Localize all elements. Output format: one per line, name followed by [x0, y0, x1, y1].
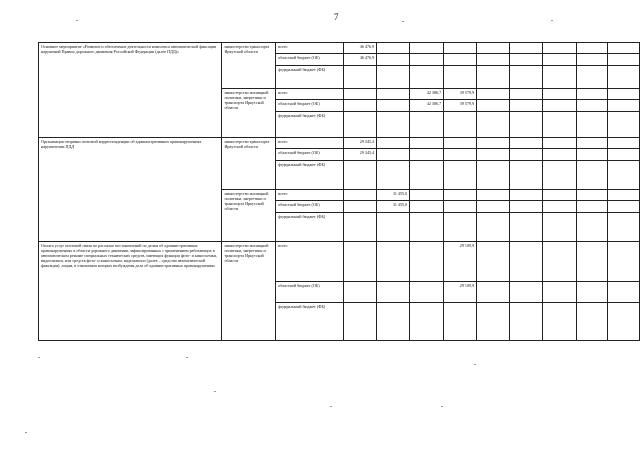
value-cell — [477, 303, 510, 341]
value-cell — [410, 43, 444, 54]
source-cell: областной бюджет (ОБ) — [276, 54, 344, 66]
source-cell: федеральный бюджет (ФБ) — [276, 66, 344, 89]
value-cell — [576, 242, 608, 282]
value-cell — [509, 138, 543, 149]
value-cell: 31 455,0 — [377, 190, 410, 201]
scan-speck — [25, 432, 27, 433]
value-cell — [477, 66, 510, 89]
scan-speck — [76, 20, 78, 21]
executor-cell: министерство жилищной политики, энергетики и транспорта Иркутской области — [222, 190, 276, 242]
scan-speck — [38, 357, 40, 358]
value-cell — [543, 161, 577, 190]
source-cell: всего — [276, 89, 344, 100]
budget-table — [38, 42, 640, 341]
value-cell — [608, 190, 640, 201]
table-row — [39, 242, 640, 282]
value-cell — [543, 303, 577, 341]
value-cell — [543, 242, 577, 282]
value-cell — [608, 161, 640, 190]
value-cell — [344, 213, 377, 242]
measure-cell: Оплата услуг почтовой связи по рассылке постановлений по делам об административных правонарушениях в области дорожного движения, зафиксированных с применением работающих в автоматическом режиме специальных технических средств, имеющих функции фото- и киносъемки, видеозаписи, или средств фото- и киносъемки, видеозаписи (далее – средства автоматической фиксации), лицам, в отношении которых возбуждены дела об административных правонарушениях — [39, 242, 222, 341]
value-cell — [410, 201, 444, 213]
value-cell — [608, 213, 640, 242]
source-cell: федеральный бюджет (ФБ) — [276, 213, 344, 242]
measure-cell: Организация отправки почтовой корреспонденции об административных правонарушениях нарушителям ПДД — [39, 138, 222, 242]
executor-cell: министерство жилищной политики, энергетики и транспорта Иркутской области — [222, 89, 276, 138]
value-cell — [608, 138, 640, 149]
value-cell — [477, 43, 510, 54]
value-cell — [608, 89, 640, 100]
scan-speck — [330, 406, 332, 407]
source-cell: областной бюджет (ОБ) — [276, 149, 344, 161]
value-cell — [509, 43, 543, 54]
value-cell — [509, 112, 543, 138]
value-cell: 29 109,9 — [444, 282, 477, 303]
value-cell — [509, 201, 543, 213]
value-cell — [509, 282, 543, 303]
value-cell — [444, 161, 477, 190]
value-cell — [576, 89, 608, 100]
value-cell — [444, 112, 477, 138]
scan-speck — [441, 406, 443, 407]
value-cell — [477, 242, 510, 282]
value-cell — [410, 149, 444, 161]
value-cell — [576, 213, 608, 242]
value-cell — [576, 112, 608, 138]
value-cell — [377, 149, 410, 161]
value-cell — [509, 66, 543, 89]
value-cell — [377, 213, 410, 242]
value-cell — [444, 138, 477, 149]
value-cell: 31 455,0 — [377, 201, 410, 213]
source-cell: областной бюджет (ОБ) — [276, 100, 344, 112]
value-cell — [410, 213, 444, 242]
scan-speck — [402, 21, 404, 22]
source-cell: областной бюджет (ОБ) — [276, 282, 344, 303]
source-cell: федеральный бюджет (ФБ) — [276, 161, 344, 190]
value-cell — [509, 161, 543, 190]
value-cell — [477, 54, 510, 66]
value-cell — [344, 112, 377, 138]
value-cell — [377, 303, 410, 341]
value-cell: 46 476,9 — [344, 43, 377, 54]
value-cell — [509, 100, 543, 112]
value-cell — [444, 303, 477, 341]
value-cell — [410, 112, 444, 138]
measure-cell: Основное мероприятие «Развитие и обеспечение деятельности комплекса автоматической фиксации нарушений Правил дорожного движения Российской Федерации (далее ПДД)» — [39, 43, 222, 138]
value-cell — [444, 201, 477, 213]
value-cell: 46 476,9 — [344, 54, 377, 66]
value-cell: 39 579,9 — [444, 89, 477, 100]
value-cell — [444, 190, 477, 201]
value-cell: 42 386,7 — [410, 100, 444, 112]
value-cell — [344, 201, 377, 213]
value-cell — [477, 190, 510, 201]
value-cell — [543, 201, 577, 213]
value-cell — [444, 213, 477, 242]
value-cell — [608, 54, 640, 66]
value-cell — [608, 112, 640, 138]
value-cell — [477, 100, 510, 112]
executor-cell: министерство жилищной политики, энергетики и транспорта Иркутской области — [222, 242, 276, 341]
value-cell — [377, 100, 410, 112]
value-cell: 39 579,9 — [444, 100, 477, 112]
value-cell: 29 109,9 — [444, 242, 477, 282]
value-cell — [344, 190, 377, 201]
value-cell — [576, 100, 608, 112]
value-cell — [410, 282, 444, 303]
value-cell — [410, 303, 444, 341]
value-cell — [377, 161, 410, 190]
value-cell — [543, 89, 577, 100]
value-cell — [344, 100, 377, 112]
value-cell — [543, 54, 577, 66]
value-cell — [477, 149, 510, 161]
value-cell — [410, 242, 444, 282]
value-cell — [377, 242, 410, 282]
value-cell — [576, 303, 608, 341]
source-cell: федеральный бюджет (ФБ) — [276, 303, 344, 341]
executor-cell: министерство транспорта Иркутской области — [222, 43, 276, 89]
value-cell — [509, 89, 543, 100]
scan-speck — [186, 357, 188, 358]
value-cell — [477, 112, 510, 138]
value-cell — [543, 190, 577, 201]
value-cell — [377, 89, 410, 100]
value-cell — [377, 138, 410, 149]
value-cell — [377, 66, 410, 89]
value-cell — [410, 161, 444, 190]
value-cell — [477, 282, 510, 303]
value-cell — [410, 66, 444, 89]
value-cell — [477, 138, 510, 149]
value-cell — [509, 149, 543, 161]
value-cell — [377, 43, 410, 54]
table-row — [39, 138, 640, 149]
value-cell — [576, 282, 608, 303]
value-cell — [543, 149, 577, 161]
value-cell — [344, 66, 377, 89]
source-cell: областной бюджет (ОБ) — [276, 201, 344, 213]
page-number: 7 — [334, 12, 339, 22]
value-cell — [509, 242, 543, 282]
scan-speck — [214, 391, 216, 392]
value-cell: 29 345,4 — [344, 149, 377, 161]
value-cell — [509, 213, 543, 242]
scan-speck — [474, 364, 476, 365]
value-cell — [608, 149, 640, 161]
value-cell — [344, 242, 377, 282]
value-cell — [543, 112, 577, 138]
value-cell — [543, 43, 577, 54]
value-cell — [477, 201, 510, 213]
value-cell — [444, 54, 477, 66]
value-cell — [410, 138, 444, 149]
value-cell — [576, 161, 608, 190]
value-cell — [444, 43, 477, 54]
scan-speck — [551, 20, 553, 21]
table-row — [39, 43, 640, 54]
value-cell — [377, 282, 410, 303]
source-cell: всего — [276, 190, 344, 201]
value-cell — [608, 201, 640, 213]
value-cell — [444, 149, 477, 161]
value-cell — [608, 43, 640, 54]
value-cell — [377, 54, 410, 66]
value-cell — [509, 190, 543, 201]
value-cell — [543, 213, 577, 242]
value-cell — [576, 190, 608, 201]
source-cell: всего — [276, 242, 344, 282]
source-cell: всего — [276, 138, 344, 149]
value-cell — [543, 282, 577, 303]
value-cell — [344, 282, 377, 303]
value-cell — [344, 89, 377, 100]
value-cell — [410, 190, 444, 201]
value-cell — [344, 161, 377, 190]
source-cell: всего — [276, 43, 344, 54]
value-cell — [576, 201, 608, 213]
value-cell — [576, 43, 608, 54]
value-cell — [608, 282, 640, 303]
value-cell: 42 386,7 — [410, 89, 444, 100]
value-cell — [509, 54, 543, 66]
value-cell — [477, 161, 510, 190]
value-cell — [543, 66, 577, 89]
executor-cell: министерство транспорта Иркутской области — [222, 138, 276, 190]
value-cell — [608, 303, 640, 341]
value-cell — [608, 66, 640, 89]
value-cell — [410, 54, 444, 66]
value-cell — [344, 303, 377, 341]
source-cell: федеральный бюджет (ФБ) — [276, 112, 344, 138]
value-cell — [576, 149, 608, 161]
value-cell — [576, 66, 608, 89]
value-cell — [444, 66, 477, 89]
value-cell — [477, 213, 510, 242]
value-cell — [608, 242, 640, 282]
value-cell — [543, 100, 577, 112]
value-cell — [509, 303, 543, 341]
value-cell — [576, 54, 608, 66]
value-cell — [543, 138, 577, 149]
value-cell — [608, 100, 640, 112]
value-cell — [377, 112, 410, 138]
value-cell — [477, 89, 510, 100]
value-cell: 29 345,4 — [344, 138, 377, 149]
value-cell — [576, 138, 608, 149]
